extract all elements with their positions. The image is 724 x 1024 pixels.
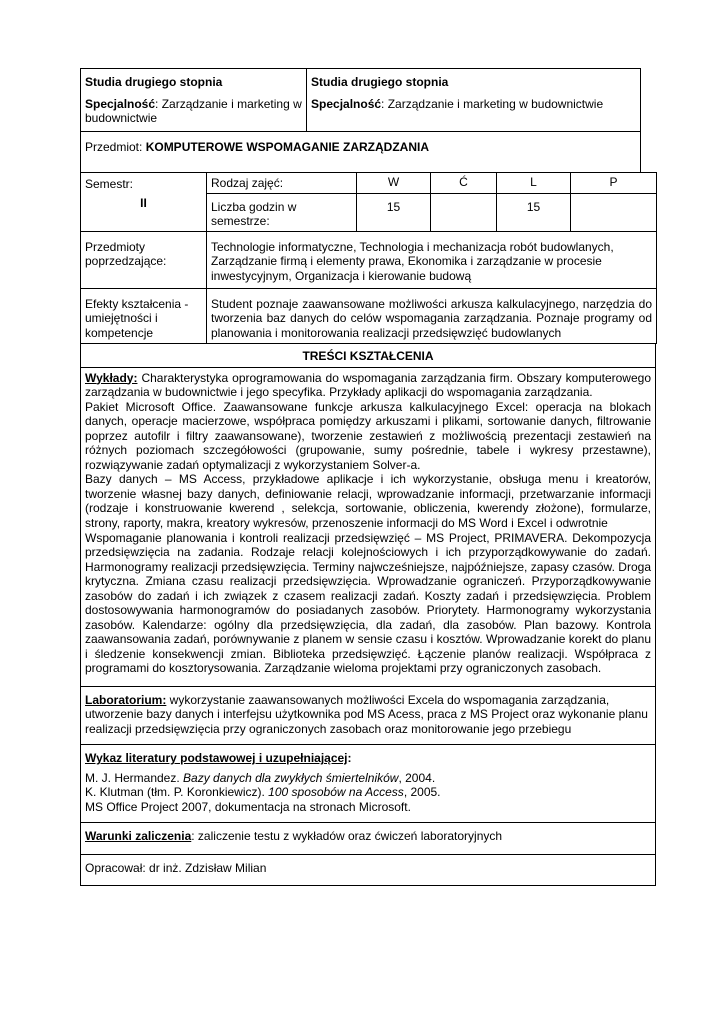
literature-item: K. Klutman (tłm. P. Koronkiewicz). 100 sposobów na Access, 2005. <box>85 785 441 800</box>
lectures-excel: Pakiet Microsoft Office. Zaawansowane funkcje arkusza kalkulacyjnego Excel: operacja na blokach danych, operacje macierzowe, współpraca pomiędzy arkuszami i plikami, sortowanie danych, filtrowanie poprzez autofilr i filtry zaawansowane), tworzenie zestawień z możliwością prezentacji zestawień na różnych poziomach szczegółowości (grupowanie, sumy pośrednie, tabele i wykresy przestawne), rozwiązywanie zadań optymalizacji z wykorzystaniem Solver-a. <box>85 399 651 472</box>
literature-row <box>81 745 656 823</box>
schedule-table <box>80 172 657 344</box>
syllabus-sheet <box>80 68 656 886</box>
prereq-label: Przedmioty poprzedzające: <box>81 231 207 288</box>
literature-cell <box>81 745 656 823</box>
literature-heading: Wykaz literatury podstawowej i uzupełniającej: <box>85 751 352 766</box>
header-row <box>81 69 656 132</box>
conditions-cell <box>81 823 656 855</box>
literature-item: MS Office Project 2007, dokumentacja na stronach Microsoft. <box>85 799 411 814</box>
lectures-cell <box>81 367 656 686</box>
study-level-left: Studia drugiego stopnia <box>85 75 223 89</box>
subject-label: Przedmiot: <box>85 140 146 154</box>
syllabus-table <box>80 68 656 173</box>
subject-name: KOMPUTEROWE WSPOMAGANIE ZARZĄDZANIA <box>145 140 430 154</box>
hours-l: 15 <box>497 193 571 231</box>
lectures-row <box>81 367 656 686</box>
outcomes-label: Efekty kształcenia - umiejętności i kompetencje <box>81 288 207 343</box>
hours-w: 15 <box>357 193 431 231</box>
lab-row <box>81 686 656 745</box>
lectures-project: Wspomaganie planowania i kontroli realizacji przedsięwzięć – MS Project, PRIMAVERA. Dekompozycja przedsięwzięcia na zadania. Rodzaje relacji kolejnościowych i ich przyporządkowywanie do zadań. Harmonogramy realizacji przedsięwzięcia. Terminy najwcześniejsze, najpóźniejsze, zapasy czasów. Droga krytyczna. Zmiana czasu realizacji przedsięwzięcia. Wprowadzanie ograniczeń. Przyporządkowywanie zasobów do zadań i ich związek z czasem realizacji zadań. Koszty zadań i przedsięwzięcia. Problem dostosowywania harmonogramów do posiadanych zasobów. Priorytety. Harmonogramy wykorzystania zasobów. Kalendarze: ogólny dla przedsięwzięcia, dla zadań, dla zasobów. Plan bazowy. Kontrola zaawansowania zadań, porównywanie z planem w sensie czasu i kosztów. Wprowadzanie korekt do planu i śledzenie konsekwencji zmian. Biblioteka przedsięwzięć. Łączenie planów realizacji. Współpraca z programami do kosztorysowania. Zarządzanie wieloma projektami przy ograniczonych zasobach. <box>85 530 651 676</box>
header-left <box>81 69 307 132</box>
lectures-access: Bazy danych – MS Access, przykładowe aplikacje i ich wykorzystanie, obsługa menu i kreatorów, tworzenie własnej bazy danych, definiowanie relacji, wprowadzanie informacji, przetwarzanie informacji (rodzaje i konstruowanie kwerend , selekcja, sortowanie, obliczenia, kwerendy złożone), formularze, strony, raporty, makra, kreatory wykresów, przenoszenie informacji do MS Word i Excel i odwrotnie <box>85 472 651 530</box>
header-right <box>307 69 641 132</box>
content-title-row <box>81 343 656 367</box>
specialty-right: Specjalność: Zarządzanie i marketing w budownictwie <box>311 96 604 111</box>
col-p: P <box>571 173 657 194</box>
prereq-row <box>81 231 657 288</box>
literature-item: M. J. Hermandez. Bazy danych dla zwykłych śmiertelników, 2004. <box>85 770 436 785</box>
semester-value: II <box>140 195 147 210</box>
schedule-header-row <box>81 173 657 194</box>
semester-label: Semestr: <box>85 177 134 191</box>
subject-row <box>81 132 656 173</box>
lectures-intro: Wykłady: Charakterystyka oprogramowania do wspomagania zarządzania firm. Obszary komputerowego zarządzania w budownictwie i jego specyfika. Przykłady aplikacji do wspomagania zarządzania. <box>85 370 651 400</box>
lab-label: Laboratorium: <box>85 692 167 707</box>
class-type-label: Rodzaj zajęć: <box>207 173 357 194</box>
conditions-value: : zaliczenie testu z wykładów oraz ćwiczeń laboratoryjnych <box>191 829 503 844</box>
content-title: TREŚCI KSZTAŁCENIA <box>81 343 656 367</box>
hours-c <box>431 193 497 231</box>
conditions-row <box>81 823 656 855</box>
lectures-label: Wykłady: <box>85 370 138 385</box>
hours-p <box>571 193 657 231</box>
content-table <box>80 343 656 887</box>
lab-cell <box>81 686 656 745</box>
outcomes-value: Student poznaje zaawansowane możliwości arkusza kalkulacyjnego, narzędzia do tworzenia baz danych do celów wspomagania zarządzania. Poznaje programy od planowania i monitorowania realizacji przedsięwzięć budowlanych <box>207 288 657 343</box>
col-l: L <box>497 173 571 194</box>
outcomes-row <box>81 288 657 343</box>
conditions-label: Warunki zaliczenia <box>85 829 192 844</box>
col-w: W <box>357 173 431 194</box>
semester-cell <box>81 173 207 232</box>
subject-cell <box>81 132 641 173</box>
specialty-left: Specjalność: Zarządzanie i marketing w budownictwie <box>85 96 302 125</box>
author-cell: Opracował: dr inż. Zdzisław Milian <box>81 854 656 886</box>
author-row <box>81 854 656 886</box>
study-level-right: Studia drugiego stopnia <box>311 75 449 89</box>
lab-value: wykorzystanie zaawansowanych możliwości Excela do wspomagania zarządzania, utworzenie bazy danych i interfejsu użytkownika pod MS Acess, praca z MS Project oraz wykonanie planu realizacji przedsięwzięcia przy ograniczonych zasobach oraz monitorowanie jego przebiegu <box>85 692 648 736</box>
hours-label: Liczba godzin w semestrze: <box>207 193 357 231</box>
prereq-value: Technologie informatyczne, Technologia i mechanizacja robót budowlanych, Zarządzanie firmą i elementy prawa, Ekonomika i zarządzanie w procesie inwestycyjnym, Organizacja i kierowanie budową <box>207 231 657 288</box>
col-c: Ć <box>431 173 497 194</box>
